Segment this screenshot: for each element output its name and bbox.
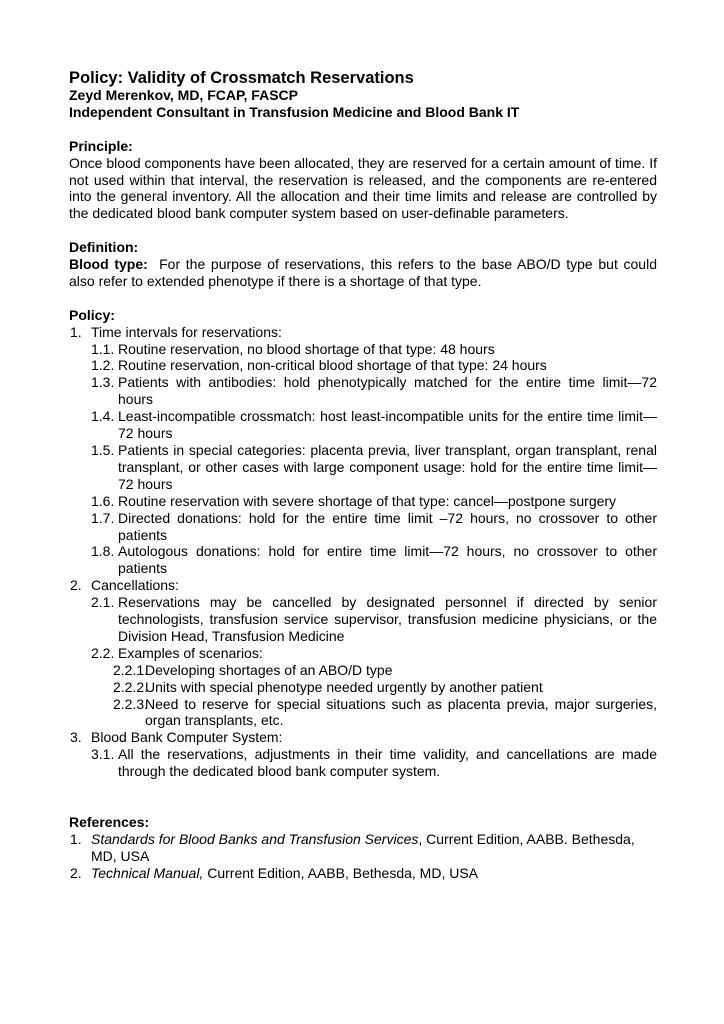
list-number: 2.2.2. bbox=[113, 678, 149, 695]
list-number: 2.2.1. bbox=[113, 661, 149, 678]
definition-term: Blood type: bbox=[69, 256, 148, 273]
policy-item-1-7 bbox=[69, 510, 657, 544]
list-text: Least-incompatible crossmatch: host least-incompatible units for the entire time limit—72 hours bbox=[118, 408, 657, 442]
list-number: 1.3. bbox=[91, 374, 115, 391]
policy-item-1-5 bbox=[69, 442, 657, 493]
definition-text: For the purpose of reservations, this refers to the base ABO/D type but could also refer to extended phenotype if there is a shortage of that type. bbox=[69, 256, 661, 289]
reference-item-2 bbox=[69, 865, 657, 882]
references-heading: References: bbox=[69, 813, 150, 830]
policy-item-1-1 bbox=[69, 341, 657, 358]
list-text: Cancellations: bbox=[91, 577, 179, 594]
principle-heading: Principle: bbox=[69, 137, 133, 154]
list-number: 2. bbox=[70, 577, 82, 594]
policy-item-2-2-1 bbox=[69, 662, 657, 679]
list-text: Need to reserve for special situations such as placenta previa, major surgeries, organ transplants, etc. bbox=[145, 695, 657, 729]
policy-item-3 bbox=[69, 729, 657, 746]
list-number: 1.5. bbox=[91, 441, 115, 458]
list-number: 1. bbox=[70, 830, 82, 847]
policy-item-2 bbox=[69, 577, 657, 594]
policy-item-1-6 bbox=[69, 493, 657, 510]
reference-details: , Current Edition, AABB. Bethesda, MD, USA bbox=[91, 830, 635, 864]
list-text: Units with special phenotype needed urgently by another patient bbox=[145, 678, 543, 695]
reference-title: Technical Manual, bbox=[91, 864, 204, 881]
principle-body: Once blood components have been allocated, they are reserved for a certain amount of time. If not used within that interval, the reservation is released, and the components are re-entered into the general inventory. All the allocation and their time limits and release are controlled by the dedicated blood bank computer system based on user-definable parameters. bbox=[69, 154, 657, 222]
policy-item-2-2-2 bbox=[69, 679, 657, 696]
policy-heading: Policy: bbox=[69, 306, 115, 323]
document-page bbox=[69, 69, 661, 882]
list-text: Reservations may be cancelled by designated personnel if directed by senior technologists, transfusion service supervisor, transfusion medicine physicians, or the Division Head, Transfusion Medicine bbox=[118, 594, 657, 644]
list-text: Directed donations: hold for the entire time limit –72 hours, no crossover to other patients bbox=[118, 509, 657, 543]
list-number: 1.7. bbox=[91, 509, 115, 526]
policy-item-1 bbox=[69, 324, 657, 341]
reference-item-1 bbox=[69, 831, 657, 865]
list-text: Developing shortages of an ABO/D type bbox=[145, 661, 393, 678]
list-number: 1.2. bbox=[91, 357, 115, 374]
policy-item-1-3 bbox=[69, 374, 657, 408]
list-text: Autologous donations: hold for entire time limit—72 hours, no crossover to other patients bbox=[118, 543, 657, 577]
list-number: 1.8. bbox=[91, 543, 115, 560]
document-title: Policy: Validity of Crossmatch Reservations bbox=[69, 69, 414, 87]
list-text: Blood Bank Computer System: bbox=[91, 729, 283, 746]
list-number: 3. bbox=[70, 729, 82, 746]
policy-item-2-1 bbox=[69, 594, 657, 645]
reference-details: Current Edition, AABB, Bethesda, MD, USA bbox=[203, 864, 479, 881]
list-number: 3.1. bbox=[91, 746, 115, 763]
affiliation-line: Independent Consultant in Transfusion Medicine and Blood Bank IT bbox=[69, 103, 520, 120]
author-line: Zeyd Merenkov, MD, FCAP, FASCP bbox=[69, 87, 298, 103]
list-text: Patients with antibodies: hold phenotypically matched for the entire time limit—72 hours bbox=[118, 374, 657, 408]
list-number: 1.1. bbox=[91, 340, 115, 357]
policy-item-2-2 bbox=[69, 645, 657, 662]
policy-item-1-2 bbox=[69, 357, 657, 374]
policy-item-1-4 bbox=[69, 408, 657, 442]
list-text: Routine reservation, non-critical blood shortage of that type: 24 hours bbox=[118, 357, 547, 374]
definition-heading: Definition: bbox=[69, 239, 139, 256]
list-text: Routine reservation, no blood shortage of that type: 48 hours bbox=[118, 340, 495, 357]
list-text: Time intervals for reservations: bbox=[91, 323, 282, 340]
policy-item-2-2-3 bbox=[69, 696, 657, 730]
definition-body bbox=[69, 256, 661, 290]
policy-item-3-1 bbox=[69, 746, 657, 780]
list-text: Routine reservation with severe shortage of that type: cancel—postpone surgery bbox=[118, 492, 617, 509]
reference-title: Standards for Blood Banks and Transfusion Services bbox=[91, 830, 419, 847]
list-number: 2. bbox=[70, 864, 82, 881]
list-text: Examples of scenarios: bbox=[118, 644, 263, 661]
list-number: 2.1. bbox=[91, 594, 115, 611]
policy-item-1-8 bbox=[69, 543, 657, 577]
list-number: 1. bbox=[70, 323, 82, 340]
list-number: 1.6. bbox=[91, 492, 115, 509]
list-text: All the reservations, adjustments in their time validity, and cancellations are made through the dedicated blood bank computer system. bbox=[118, 746, 657, 780]
list-text: Patients in special categories: placenta previa, liver transplant, organ transplant, renal transplant, or other cases with large component usage: hold for the entire time limit—72 hours bbox=[118, 441, 657, 492]
list-number: 1.4. bbox=[91, 408, 115, 425]
list-number: 2.2. bbox=[91, 644, 115, 661]
list-number: 2.2.3. bbox=[113, 695, 149, 712]
